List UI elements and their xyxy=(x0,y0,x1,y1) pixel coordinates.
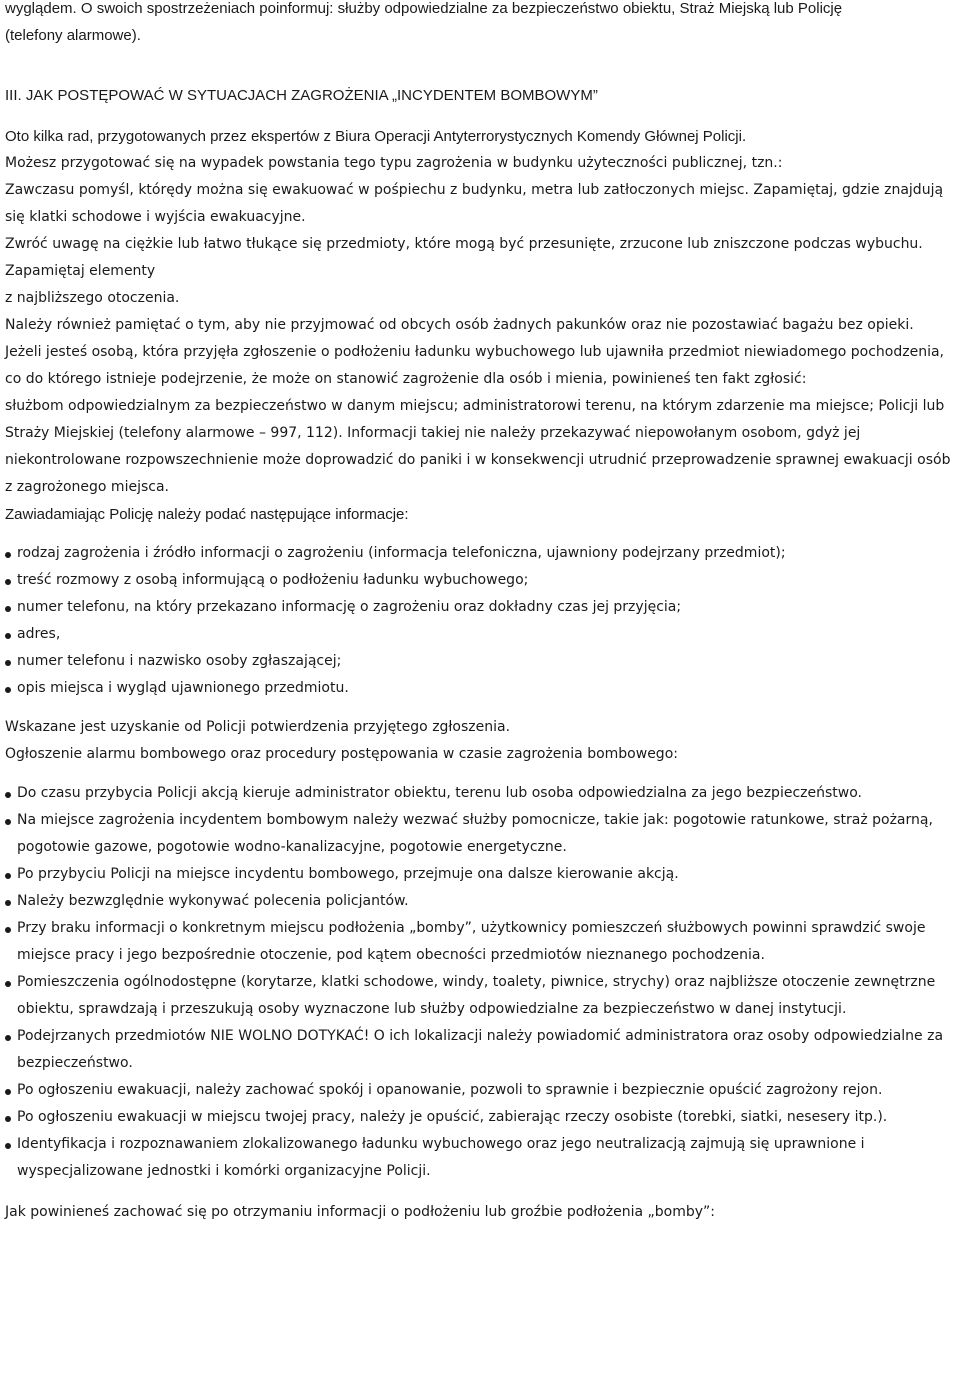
paragraph-heavy-objects xyxy=(0,231,960,312)
list-item: treść rozmowy z osobą informującą o podłożeniu ładunku wybuchowego; xyxy=(0,567,960,594)
paragraph-report-to-b: Informacji takiej nie należy przekazywać niepowołanym osobom, gdyż jej niekontrolowane rozpowszechnienie może doprowadzić do paniki i w konsekwencji utrudnić przeprowadzenie sprawnej ewakuacji osób z zagrożonego miejsca. xyxy=(5,425,951,495)
paragraph-evacuation-routes-b: Zapamiętaj, gdzie znajdują się klatki schodowe i wyjścia ewakuacyjne. xyxy=(5,182,944,225)
section-heading: III. JAK POSTĘPOWAĆ W SYTUACJACH ZAGROŻENIA „INCYDENTEM BOMBOWYM” xyxy=(5,87,598,104)
list-item: Na miejsce zagrożenia incydentem bombowym należy wezwać służby pomocnicze, takie jak: pogotowie ratunkowe, straż pożarną, pogotowie gazowe, pogotowie wodno-kanalizacyjne, pogotowie energetyczne. xyxy=(0,807,960,861)
list-item: Podejrzanych przedmiotów NIE WOLNO DOTYKAĆ! O ich lokalizacji należy powiadomić administratora oraz osoby odpowiedzialne za bezpieczeństwo. xyxy=(0,1023,960,1077)
paragraph-notify-police: Zawiadamiając Policję należy podać następujące informacje: xyxy=(5,506,409,523)
list-item: numer telefonu i nazwisko osoby zgłaszającej; xyxy=(0,648,960,675)
list-item: Przy braku informacji o konkretnym miejscu podłożenia „bomby”, użytkownicy pomieszczeń służbowych powinni sprawdzić swoje miejsce pracy i jego bezpośrednie otoczenie, pod kątem obecności przedmiotów nieznanego pochodzenia. xyxy=(0,915,960,969)
paragraph-evacuation-routes xyxy=(0,177,960,231)
intro-paragraph xyxy=(0,0,960,49)
list-item: Pomieszczenia ogólnodostępne (korytarze, klatki schodowe, windy, toalety, piwnice, strychy) oraz najbliższe otoczenie zewnętrzne obiektu, sprawdzają i przeszukują osoby wyznaczone lub służby odpowiedzialne za bezpieczeństwo w danej instytucji. xyxy=(0,969,960,1023)
paragraph-report-to-a: służbom odpowiedzialnym za bezpieczeństwo w danym miejscu; administratorowi terenu, na którym zdarzenie ma miejsce; Policji lub Straży Miejskiej (telefony alarmowe – 997, 112). xyxy=(5,398,945,441)
spacer xyxy=(0,702,960,714)
list-item: Po przybyciu Policji na miejsce incydentu bombowego, przejmuje ona dalsze kierowanie akcją. xyxy=(0,861,960,888)
paragraph-heavy-objects-a: Zwróć uwagę na ciężkie lub łatwo tłukące się przedmioty, które mogą być przesunięte, zrzucone lub zniszczone podczas wybuchu. xyxy=(5,236,923,252)
list-item: Należy bezwzględnie wykonywać polecenia policjantów. xyxy=(0,888,960,915)
paragraph-heavy-objects-b: Zapamiętaj elementy xyxy=(5,263,156,279)
spacer xyxy=(0,768,960,780)
paragraph-report-to xyxy=(0,393,960,501)
paragraph-alarm-procedures: Ogłoszenie alarmu bombowego oraz procedury postępowania w czasie zagrożenia bombowego: xyxy=(5,746,678,762)
list-item: rodzaj zagrożenia i źródło informacji o zagrożeniu (informacja telefoniczna, ujawniony podejrzany przedmiot); xyxy=(0,540,960,567)
procedure-list xyxy=(0,780,960,1185)
section-lead: Oto kilka rad, przygotowanych przez ekspertów z Biura Operacji Antyterrorystycznych Komendy Głównej Policji. xyxy=(5,128,747,145)
list-item: opis miejsca i wygląd ujawnionego przedmiotu. xyxy=(0,675,960,702)
list-item: Do czasu przybycia Policji akcją kieruje administrator obiektu, terenu lub osoba odpowiedzialna za jego bezpieczeństwo. xyxy=(0,780,960,807)
paragraph-prepare: Możesz przygotować się na wypadek powstania tego typu zagrożenia w budynku użyteczności publicznej, tzn.: xyxy=(5,155,783,171)
spacer xyxy=(0,528,960,540)
paragraph-heavy-objects-c: z najbliższego otoczenia. xyxy=(5,290,180,306)
paragraph-report-duty: Jeżeli jesteś osobą, która przyjęła zgłoszenie o podłożeniu ładunku wybuchowego lub ujawniła przedmiot niewiadomego pochodzenia, co do którego istnieje podejrzenie, że może on stanowić zagrożenie dla osób i mienia, powinieneś ten fakt zgłosić: xyxy=(5,344,945,387)
list-item: adres, xyxy=(0,621,960,648)
intro-line-2: (telefony alarmowe). xyxy=(5,27,141,44)
paragraph-evacuation-routes-a: Zawczasu pomyśl, którędy można się ewakuować w pośpiechu z budynku, metra lub zatłoczonych miejsc. xyxy=(5,182,749,198)
intro-line-1: wyglądem. O swoich spostrzeżeniach poinformuj: służby odpowiedzialne za bezpieczeństwo obiektu, Straż Miejską lub Policję xyxy=(5,0,843,17)
list-item: Po ogłoszeniu ewakuacji, należy zachować spokój i opanowanie, pozwoli to sprawnie i bezpiecznie opuścić zagrożony rejon. xyxy=(0,1077,960,1104)
list-item: numer telefonu, na który przekazano informację o zagrożeniu oraz dokładny czas jej przyjęcia; xyxy=(0,594,960,621)
closing-paragraph: Jak powinieneś zachować się po otrzymaniu informacji o podłożeniu lub groźbie podłożenia „bomby”: xyxy=(5,1204,715,1220)
spacer xyxy=(0,109,960,123)
paragraph-no-packages: Należy również pamiętać o tym, aby nie przyjmować od obcych osób żadnych pakunków oraz nie pozostawiać bagażu bez opieki. xyxy=(5,317,914,333)
paragraph-confirmation: Wskazane jest uzyskanie od Policji potwierdzenia przyjętego zgłoszenia. xyxy=(5,719,511,735)
list-item: Po ogłoszeniu ewakuacji w miejscu twojej pracy, należy je opuścić, zabierając rzeczy osobiste (torebki, siatki, nesesery itp.). xyxy=(0,1104,960,1131)
list-item: Identyfikacja i rozpoznawaniem zlokalizowanego ładunku wybuchowego oraz jego neutralizacją zajmują się uprawnione i wyspecjalizowane jednostki i komórki organizacyjne Policji. xyxy=(0,1131,960,1185)
spacer xyxy=(0,1185,960,1199)
info-list xyxy=(0,540,960,702)
spacer xyxy=(0,49,960,82)
